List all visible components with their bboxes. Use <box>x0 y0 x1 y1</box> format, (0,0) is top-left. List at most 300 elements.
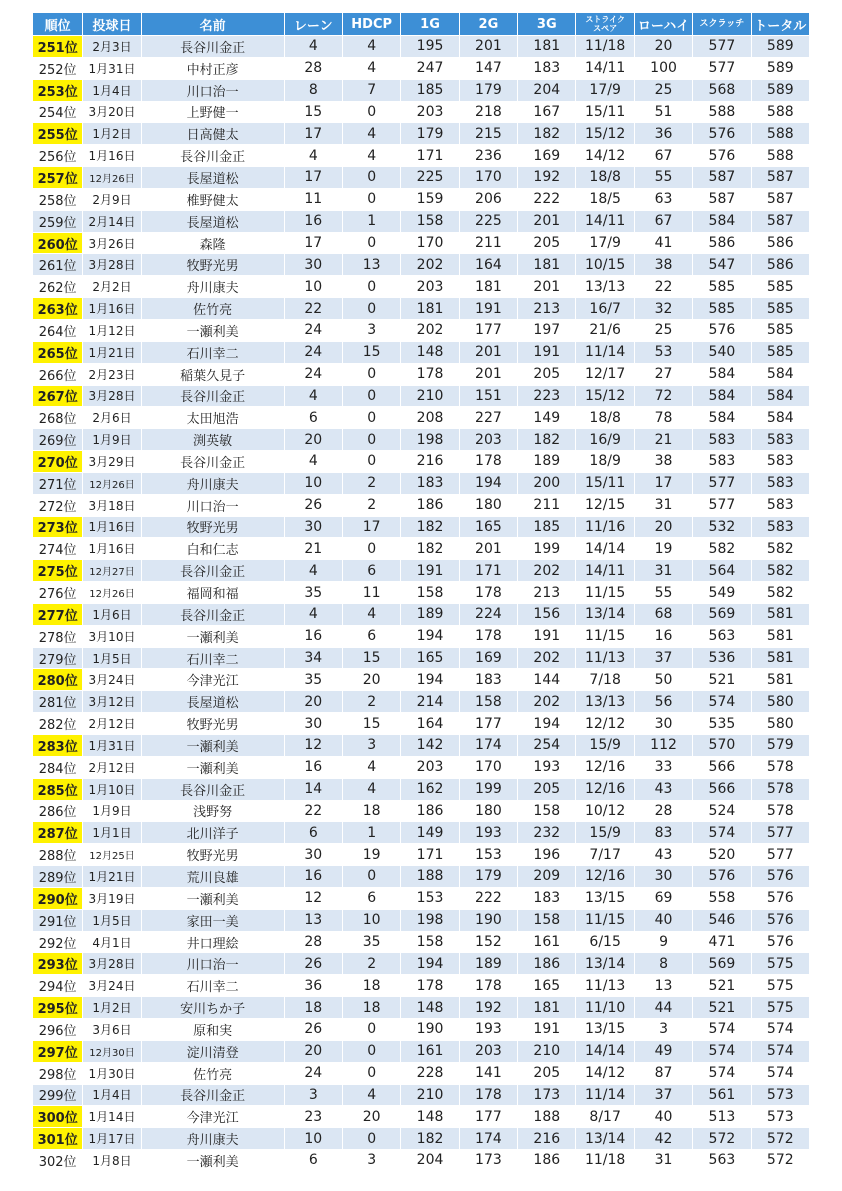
lowhigh-cell: 56 <box>634 691 692 713</box>
strike-spare-cell: 11/15 <box>576 909 634 931</box>
lane-cell: 8 <box>284 79 342 101</box>
strike-spare-cell: 15/12 <box>576 385 634 407</box>
game2-cell: 174 <box>459 1128 517 1150</box>
table-row <box>33 953 810 975</box>
hdcp-cell: 6 <box>342 625 400 647</box>
hdcp-cell: 0 <box>342 298 400 320</box>
lowhigh-cell: 13 <box>634 975 692 997</box>
table-row <box>33 735 810 757</box>
lowhigh-cell: 50 <box>634 669 692 691</box>
rank-cell: 276位 <box>33 582 83 604</box>
total-cell: 581 <box>751 647 809 669</box>
total-cell: 585 <box>751 298 809 320</box>
scratch-cell: 540 <box>693 341 751 363</box>
lane-cell: 10 <box>284 472 342 494</box>
hdcp-cell: 0 <box>342 363 400 385</box>
lowhigh-cell: 68 <box>634 603 692 625</box>
rank-cell: 278位 <box>33 625 83 647</box>
table-row <box>33 625 810 647</box>
game3-cell: 186 <box>518 953 576 975</box>
header-date: 投球日 <box>83 13 141 36</box>
game1-cell: 210 <box>401 385 459 407</box>
lane-cell: 22 <box>284 298 342 320</box>
game2-cell: 178 <box>459 1084 517 1106</box>
table-row <box>33 385 810 407</box>
game3-cell: 165 <box>518 975 576 997</box>
date-cell: 1月9日 <box>83 800 141 822</box>
game1-cell: 149 <box>401 822 459 844</box>
date-cell: 1月4日 <box>83 79 141 101</box>
strike-spare-cell: 10/12 <box>576 800 634 822</box>
name-cell: 牧野光男 <box>141 254 284 276</box>
strike-spare-cell: 11/15 <box>576 582 634 604</box>
game1-cell: 202 <box>401 319 459 341</box>
date-cell: 3月10日 <box>83 625 141 647</box>
name-cell: 長谷川金正 <box>141 560 284 582</box>
date-cell: 2月12日 <box>83 756 141 778</box>
game3-cell: 205 <box>518 232 576 254</box>
date-cell: 3月19日 <box>83 887 141 909</box>
hdcp-cell: 3 <box>342 319 400 341</box>
name-cell: 荒川良雄 <box>141 866 284 888</box>
game1-cell: 225 <box>401 167 459 189</box>
hdcp-cell: 2 <box>342 953 400 975</box>
game1-cell: 171 <box>401 145 459 167</box>
table-row <box>33 647 810 669</box>
lane-cell: 4 <box>284 385 342 407</box>
strike-spare-cell: 13/14 <box>576 953 634 975</box>
rank-cell: 301位 <box>33 1128 83 1150</box>
game3-cell: 211 <box>518 494 576 516</box>
game1-cell: 203 <box>401 276 459 298</box>
name-cell: 今津光江 <box>141 1106 284 1128</box>
scratch-cell: 587 <box>693 167 751 189</box>
rank-cell: 298位 <box>33 1062 83 1084</box>
lane-cell: 11 <box>284 188 342 210</box>
strike-spare-cell: 21/6 <box>576 319 634 341</box>
date-cell: 3月24日 <box>83 975 141 997</box>
date-cell: 12月26日 <box>83 167 141 189</box>
total-cell: 577 <box>751 844 809 866</box>
total-cell: 581 <box>751 669 809 691</box>
strike-spare-cell: 13/15 <box>576 1018 634 1040</box>
strike-spare-cell: 18/8 <box>576 167 634 189</box>
lowhigh-cell: 37 <box>634 647 692 669</box>
total-cell: 589 <box>751 36 809 58</box>
table-row <box>33 1106 810 1128</box>
name-cell: 福岡和福 <box>141 582 284 604</box>
strike-spare-cell: 10/15 <box>576 254 634 276</box>
rank-cell: 272位 <box>33 494 83 516</box>
lane-cell: 30 <box>284 516 342 538</box>
strike-spare-cell: 12/15 <box>576 494 634 516</box>
game2-cell: 201 <box>459 36 517 58</box>
game1-cell: 195 <box>401 36 459 58</box>
date-cell: 3月29日 <box>83 451 141 473</box>
game3-cell: 183 <box>518 57 576 79</box>
strike-spare-cell: 18/9 <box>576 451 634 473</box>
scratch-cell: 568 <box>693 79 751 101</box>
table-row <box>33 516 810 538</box>
lowhigh-cell: 67 <box>634 145 692 167</box>
game1-cell: 194 <box>401 669 459 691</box>
name-cell: 長谷川金正 <box>141 385 284 407</box>
strike-spare-cell: 12/12 <box>576 713 634 735</box>
rank-cell: 287位 <box>33 822 83 844</box>
hdcp-cell: 10 <box>342 909 400 931</box>
hdcp-cell: 4 <box>342 756 400 778</box>
scratch-cell: 584 <box>693 385 751 407</box>
game1-cell: 186 <box>401 494 459 516</box>
game3-cell: 216 <box>518 1128 576 1150</box>
game2-cell: 194 <box>459 472 517 494</box>
hdcp-cell: 18 <box>342 800 400 822</box>
game2-cell: 222 <box>459 887 517 909</box>
game1-cell: 158 <box>401 210 459 232</box>
scratch-cell: 577 <box>693 36 751 58</box>
lane-cell: 26 <box>284 1018 342 1040</box>
game3-cell: 149 <box>518 407 576 429</box>
game1-cell: 198 <box>401 429 459 451</box>
date-cell: 12月30日 <box>83 1040 141 1062</box>
game1-cell: 191 <box>401 560 459 582</box>
date-cell: 1月21日 <box>83 866 141 888</box>
game3-cell: 182 <box>518 429 576 451</box>
total-cell: 584 <box>751 363 809 385</box>
lane-cell: 6 <box>284 1150 342 1172</box>
date-cell: 2月6日 <box>83 407 141 429</box>
game2-cell: 180 <box>459 800 517 822</box>
total-cell: 574 <box>751 1040 809 1062</box>
table-row <box>33 298 810 320</box>
game1-cell: 194 <box>401 953 459 975</box>
game3-cell: 232 <box>518 822 576 844</box>
game2-cell: 147 <box>459 57 517 79</box>
date-cell: 2月12日 <box>83 713 141 735</box>
name-cell: 長谷川金正 <box>141 451 284 473</box>
hdcp-cell: 18 <box>342 997 400 1019</box>
lane-cell: 10 <box>284 1128 342 1150</box>
strike-spare-cell: 11/13 <box>576 647 634 669</box>
game1-cell: 171 <box>401 844 459 866</box>
game1-cell: 182 <box>401 516 459 538</box>
lowhigh-cell: 16 <box>634 625 692 647</box>
lowhigh-cell: 83 <box>634 822 692 844</box>
lowhigh-cell: 43 <box>634 778 692 800</box>
name-cell: 川口治一 <box>141 494 284 516</box>
strike-spare-cell: 13/13 <box>576 691 634 713</box>
lane-cell: 24 <box>284 341 342 363</box>
rank-cell: 293位 <box>33 953 83 975</box>
total-cell: 581 <box>751 625 809 647</box>
hdcp-cell: 0 <box>342 188 400 210</box>
strike-spare-cell: 14/12 <box>576 145 634 167</box>
date-cell: 1月10日 <box>83 778 141 800</box>
game3-cell: 194 <box>518 713 576 735</box>
strike-spare-cell: 15/11 <box>576 101 634 123</box>
total-cell: 584 <box>751 385 809 407</box>
lane-cell: 4 <box>284 36 342 58</box>
lane-cell: 26 <box>284 953 342 975</box>
strike-spare-cell: 12/16 <box>576 756 634 778</box>
total-cell: 574 <box>751 1062 809 1084</box>
table-row <box>33 451 810 473</box>
game2-cell: 173 <box>459 1150 517 1172</box>
header-strike-spare <box>576 13 634 36</box>
lowhigh-cell: 3 <box>634 1018 692 1040</box>
total-cell: 572 <box>751 1150 809 1172</box>
strike-spare-cell: 14/11 <box>576 210 634 232</box>
lane-cell: 35 <box>284 582 342 604</box>
table-row <box>33 691 810 713</box>
game3-cell: 192 <box>518 167 576 189</box>
name-cell: 舟川康夫 <box>141 472 284 494</box>
date-cell: 12月25日 <box>83 844 141 866</box>
game2-cell: 174 <box>459 735 517 757</box>
lowhigh-cell: 38 <box>634 254 692 276</box>
lowhigh-cell: 78 <box>634 407 692 429</box>
date-cell: 1月16日 <box>83 516 141 538</box>
scratch-cell: 577 <box>693 494 751 516</box>
lane-cell: 20 <box>284 691 342 713</box>
game1-cell: 181 <box>401 298 459 320</box>
table-row <box>33 756 810 778</box>
rank-cell: 271位 <box>33 472 83 494</box>
lane-cell: 30 <box>284 713 342 735</box>
game2-cell: 178 <box>459 625 517 647</box>
rank-cell: 270位 <box>33 451 83 473</box>
table-row <box>33 472 810 494</box>
scratch-cell: 574 <box>693 1062 751 1084</box>
game3-cell: 181 <box>518 254 576 276</box>
scratch-cell: 532 <box>693 516 751 538</box>
total-cell: 576 <box>751 931 809 953</box>
rank-cell: 299位 <box>33 1084 83 1106</box>
table-row <box>33 1128 810 1150</box>
game2-cell: 211 <box>459 232 517 254</box>
game1-cell: 179 <box>401 123 459 145</box>
game1-cell: 162 <box>401 778 459 800</box>
lane-cell: 16 <box>284 210 342 232</box>
header-rank: 順位 <box>33 13 83 36</box>
rank-cell: 286位 <box>33 800 83 822</box>
lowhigh-cell: 55 <box>634 167 692 189</box>
game1-cell: 165 <box>401 647 459 669</box>
total-cell: 573 <box>751 1106 809 1128</box>
hdcp-cell: 3 <box>342 1150 400 1172</box>
table-row <box>33 560 810 582</box>
lane-cell: 26 <box>284 494 342 516</box>
name-cell: 石川幸二 <box>141 341 284 363</box>
rank-cell: 264位 <box>33 319 83 341</box>
hdcp-cell: 4 <box>342 57 400 79</box>
rank-cell: 282位 <box>33 713 83 735</box>
date-cell: 2月3日 <box>83 36 141 58</box>
hdcp-cell: 11 <box>342 582 400 604</box>
game1-cell: 148 <box>401 1106 459 1128</box>
header-hdcp: HDCP <box>342 13 400 36</box>
hdcp-cell: 13 <box>342 254 400 276</box>
scratch-cell: 536 <box>693 647 751 669</box>
strike-spare-cell: 14/14 <box>576 1040 634 1062</box>
rank-cell: 263位 <box>33 298 83 320</box>
game1-cell: 148 <box>401 341 459 363</box>
name-cell: 牧野光男 <box>141 516 284 538</box>
date-cell: 2月2日 <box>83 276 141 298</box>
hdcp-cell: 7 <box>342 79 400 101</box>
rank-cell: 256位 <box>33 145 83 167</box>
game3-cell: 202 <box>518 560 576 582</box>
name-cell: 長谷川金正 <box>141 36 284 58</box>
game2-cell: 236 <box>459 145 517 167</box>
rank-cell: 253位 <box>33 79 83 101</box>
date-cell: 12月26日 <box>83 472 141 494</box>
scratch-cell: 574 <box>693 822 751 844</box>
hdcp-cell: 15 <box>342 647 400 669</box>
rank-cell: 296位 <box>33 1018 83 1040</box>
strike-spare-cell: 18/8 <box>576 407 634 429</box>
rank-cell: 267位 <box>33 385 83 407</box>
total-cell: 583 <box>751 429 809 451</box>
game3-cell: 202 <box>518 647 576 669</box>
total-cell: 584 <box>751 407 809 429</box>
lowhigh-cell: 22 <box>634 276 692 298</box>
lowhigh-cell: 67 <box>634 210 692 232</box>
lane-cell: 35 <box>284 669 342 691</box>
rank-cell: 258位 <box>33 188 83 210</box>
date-cell: 3月28日 <box>83 385 141 407</box>
table-row <box>33 975 810 997</box>
table-row <box>33 276 810 298</box>
total-cell: 586 <box>751 254 809 276</box>
game3-cell: 196 <box>518 844 576 866</box>
name-cell: 長屋道松 <box>141 210 284 232</box>
game2-cell: 201 <box>459 363 517 385</box>
rank-cell: 283位 <box>33 735 83 757</box>
hdcp-cell: 0 <box>342 866 400 888</box>
scratch-cell: 563 <box>693 1150 751 1172</box>
date-cell: 3月24日 <box>83 669 141 691</box>
game3-cell: 201 <box>518 276 576 298</box>
table-row <box>33 1040 810 1062</box>
game2-cell: 193 <box>459 822 517 844</box>
scratch-cell: 546 <box>693 909 751 931</box>
header-game3: 3G <box>518 13 576 36</box>
game1-cell: 216 <box>401 451 459 473</box>
total-cell: 582 <box>751 560 809 582</box>
name-cell: 北川洋子 <box>141 822 284 844</box>
scratch-cell: 588 <box>693 101 751 123</box>
name-cell: 稲葉久見子 <box>141 363 284 385</box>
scratch-cell: 584 <box>693 407 751 429</box>
lane-cell: 17 <box>284 167 342 189</box>
scratch-cell: 574 <box>693 1040 751 1062</box>
total-cell: 588 <box>751 145 809 167</box>
lowhigh-cell: 53 <box>634 341 692 363</box>
total-cell: 578 <box>751 778 809 800</box>
scratch-cell: 577 <box>693 472 751 494</box>
date-cell: 2月23日 <box>83 363 141 385</box>
game2-cell: 215 <box>459 123 517 145</box>
name-cell: 原和実 <box>141 1018 284 1040</box>
hdcp-cell: 0 <box>342 429 400 451</box>
date-cell: 3月6日 <box>83 1018 141 1040</box>
table-row <box>33 713 810 735</box>
lowhigh-cell: 42 <box>634 1128 692 1150</box>
game3-cell: 182 <box>518 123 576 145</box>
strike-spare-cell: 11/13 <box>576 975 634 997</box>
game1-cell: 159 <box>401 188 459 210</box>
game3-cell: 158 <box>518 800 576 822</box>
lane-cell: 6 <box>284 407 342 429</box>
total-cell: 582 <box>751 582 809 604</box>
game3-cell: 200 <box>518 472 576 494</box>
hdcp-cell: 0 <box>342 407 400 429</box>
date-cell: 1月5日 <box>83 909 141 931</box>
hdcp-cell: 20 <box>342 1106 400 1128</box>
lane-cell: 12 <box>284 887 342 909</box>
date-cell: 1月4日 <box>83 1084 141 1106</box>
strike-spare-cell: 18/5 <box>576 188 634 210</box>
lowhigh-cell: 30 <box>634 713 692 735</box>
game2-cell: 152 <box>459 931 517 953</box>
game2-cell: 178 <box>459 451 517 473</box>
hdcp-cell: 0 <box>342 451 400 473</box>
lowhigh-cell: 69 <box>634 887 692 909</box>
header-row <box>33 13 810 36</box>
total-cell: 586 <box>751 232 809 254</box>
total-cell: 583 <box>751 451 809 473</box>
rank-cell: 294位 <box>33 975 83 997</box>
rank-cell: 275位 <box>33 560 83 582</box>
lowhigh-cell: 20 <box>634 36 692 58</box>
hdcp-cell: 0 <box>342 1040 400 1062</box>
date-cell: 4月1日 <box>83 931 141 953</box>
game3-cell: 156 <box>518 603 576 625</box>
game3-cell: 209 <box>518 866 576 888</box>
total-cell: 587 <box>751 188 809 210</box>
strike-spare-cell: 16/9 <box>576 429 634 451</box>
scratch-cell: 572 <box>693 1128 751 1150</box>
game1-cell: 189 <box>401 603 459 625</box>
lane-cell: 16 <box>284 625 342 647</box>
strike-spare-cell: 7/17 <box>576 844 634 866</box>
header-game2: 2G <box>459 13 517 36</box>
game3-cell: 254 <box>518 735 576 757</box>
game1-cell: 158 <box>401 582 459 604</box>
lane-cell: 24 <box>284 1062 342 1084</box>
date-cell: 3月28日 <box>83 953 141 975</box>
lane-cell: 12 <box>284 735 342 757</box>
lowhigh-cell: 31 <box>634 1150 692 1172</box>
hdcp-cell: 1 <box>342 210 400 232</box>
name-cell: 石川幸二 <box>141 647 284 669</box>
scratch-cell: 524 <box>693 800 751 822</box>
lowhigh-cell: 72 <box>634 385 692 407</box>
lowhigh-cell: 87 <box>634 1062 692 1084</box>
table-row <box>33 319 810 341</box>
total-cell: 576 <box>751 909 809 931</box>
game1-cell: 186 <box>401 800 459 822</box>
ranking-table <box>32 12 810 1172</box>
rank-cell: 291位 <box>33 909 83 931</box>
total-cell: 589 <box>751 79 809 101</box>
rank-cell: 265位 <box>33 341 83 363</box>
game3-cell: 199 <box>518 538 576 560</box>
table-row <box>33 363 810 385</box>
date-cell: 1月17日 <box>83 1128 141 1150</box>
table-row <box>33 210 810 232</box>
